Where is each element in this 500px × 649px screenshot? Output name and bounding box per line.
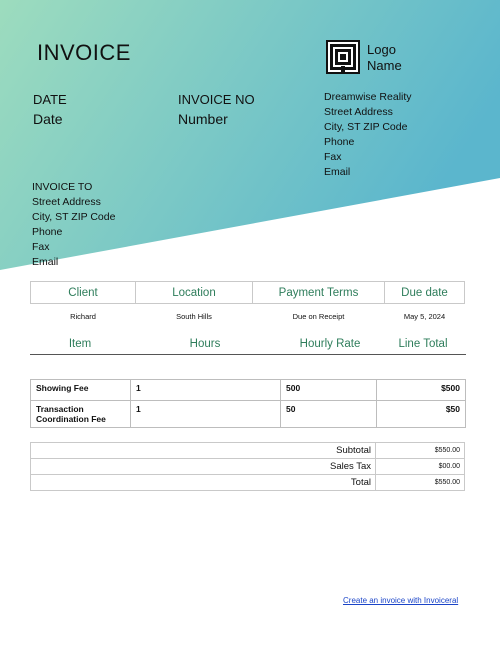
total-value: $550.00 (376, 475, 465, 491)
totals-table (30, 442, 465, 491)
bill-to-label: INVOICE TO (32, 181, 93, 193)
table-row (31, 401, 466, 428)
logo-line-2: Name (367, 58, 402, 73)
create-invoice-link[interactable]: Create an invoice with Invoiceral (343, 596, 459, 605)
sales-tax-label: Sales Tax (31, 459, 376, 475)
logo-line-1: Logo (367, 42, 396, 57)
item-name: Showing Fee (31, 380, 131, 401)
item-hours: 1 (131, 401, 281, 428)
subtotal-value: $550.00 (376, 443, 465, 459)
company-phone: Phone (324, 136, 355, 148)
bill-to-phone: Phone (32, 226, 63, 238)
company-name: Dreamwise Reality (324, 91, 412, 103)
company-address (324, 90, 412, 180)
total-label: Total (31, 475, 376, 491)
bill-to-block (32, 180, 115, 270)
col-header-item: Item (68, 337, 92, 350)
meta-header-due-date: Due date (385, 282, 465, 304)
meta-value-payment-terms: Due on Receipt (292, 311, 345, 321)
item-hours: 1 (131, 380, 281, 401)
meta-header-location: Location (136, 282, 253, 304)
items-column-headers (30, 335, 466, 355)
sales-tax-row (31, 459, 465, 475)
line-items-table (30, 379, 466, 428)
invoice-title: INVOICE (37, 40, 131, 65)
table-row (31, 380, 466, 401)
meta-value-due-date: May 5, 2024 (403, 311, 446, 321)
item-name: Transaction Coordination Fee (31, 401, 131, 428)
col-header-hours: Hours (189, 337, 221, 350)
meta-value-client: Richard (70, 311, 96, 321)
company-fax: Fax (324, 151, 342, 163)
invoice-no-label: INVOICE NO (178, 92, 255, 107)
date-value: Date (33, 111, 63, 127)
subtotal-label: Subtotal (31, 443, 376, 459)
date-label: DATE (33, 92, 67, 107)
invoice-no-value: Number (178, 111, 228, 127)
meta-header-client: Client (31, 282, 136, 304)
meta-value-location: South Hills (176, 311, 212, 321)
logo-name (367, 42, 402, 74)
bill-to-city: City, ST ZIP Code (32, 211, 116, 223)
logo-icon (326, 40, 360, 74)
company-street: Street Address (324, 106, 393, 118)
col-header-line-total: Line Total (398, 337, 448, 350)
bill-to-fax: Fax (32, 241, 50, 253)
sales-tax-value: $00.00 (376, 459, 465, 475)
col-header-hourly-rate: Hourly Rate (299, 337, 361, 350)
company-city: City, ST ZIP Code (324, 121, 408, 133)
bill-to-email: Email (32, 256, 59, 268)
item-total: $50 (377, 401, 466, 428)
bill-to-street: Street Address (32, 196, 101, 208)
invoice-meta-table (30, 281, 465, 325)
item-total: $500 (377, 380, 466, 401)
meta-header-payment-terms: Payment Terms (253, 282, 385, 304)
subtotal-row (31, 443, 465, 459)
item-rate: 50 (281, 401, 377, 428)
total-row (31, 475, 465, 491)
company-email: Email (324, 166, 351, 178)
item-rate: 500 (281, 380, 377, 401)
